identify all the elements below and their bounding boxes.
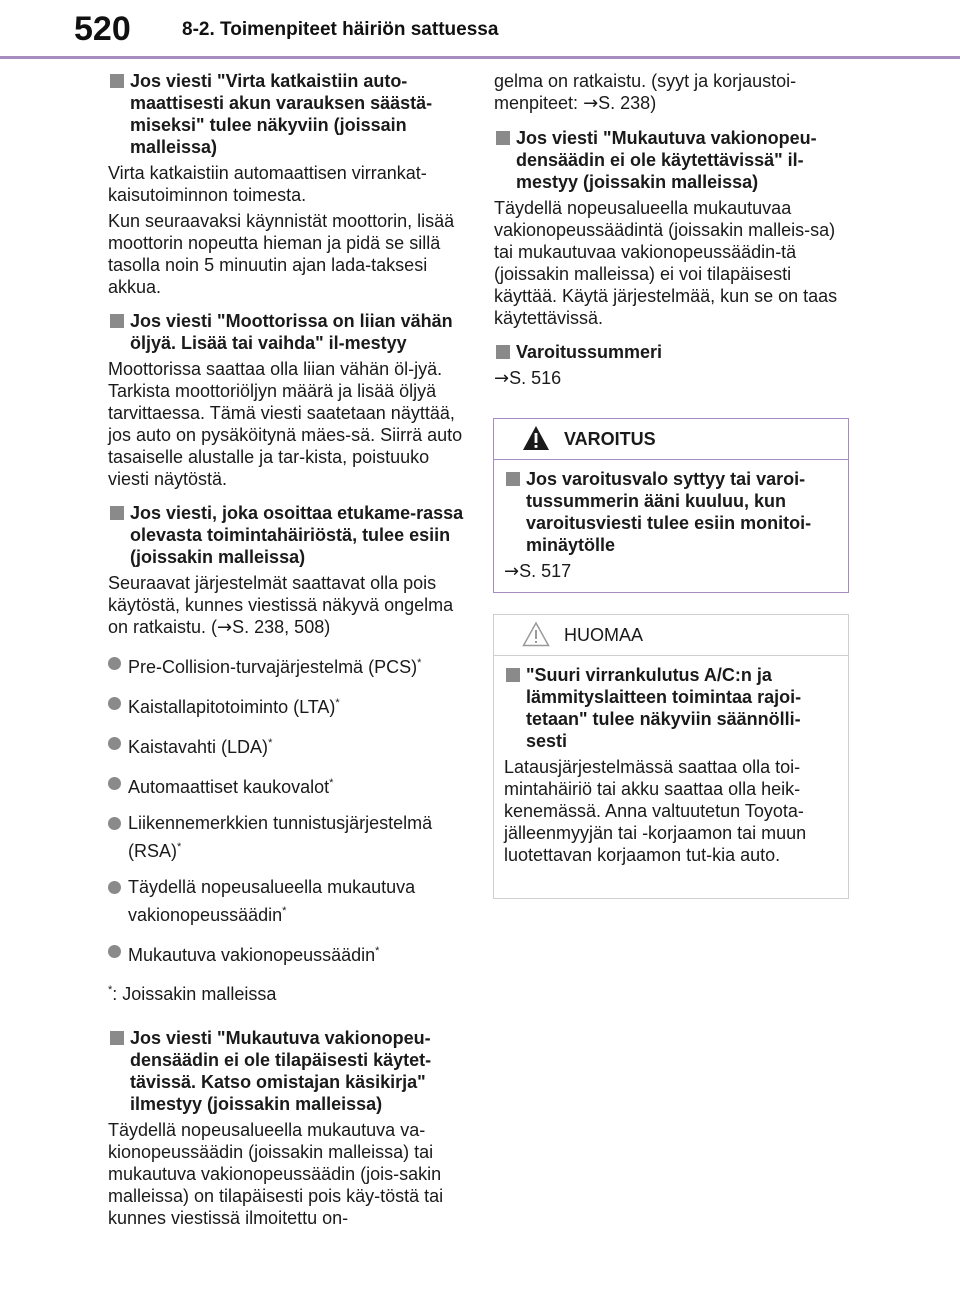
heading-acc-temporarily: Jos viesti "Mukautuva vakionopeu-densäädin ei ole tilapäisesti käytet-tävissä. Katso omistajan käsikirja" ilmestyy (joissakin malleissa) (108, 1027, 464, 1115)
list-item: Mukautuva vakionopeussäädin* (108, 939, 464, 967)
bullet-dot-icon (108, 657, 121, 670)
warning-title: VAROITUS (564, 429, 656, 449)
heading-warning-buzzer: Varoitussummeri (494, 341, 850, 363)
note-heading: "Suuri virrankulutus A/C:n ja lämmityslaitteen toimintaa rajoi-tetaan" tulee näkyviin säännölli-sesti (504, 664, 838, 752)
caution-triangle-icon (522, 621, 550, 647)
square-bullet-icon (506, 472, 520, 486)
list-item: Täydellä nopeusalueella mukautuva vakionopeussäädin* (108, 875, 464, 927)
paragraph: Virta katkaistiin automaattisen virrankat-kaisutoiminnon toimesta. (108, 163, 427, 205)
page-reference: →S. 517 (504, 561, 572, 582)
warning-triangle-icon (522, 425, 550, 451)
list-item: Kaistavahti (LDA)* (108, 731, 464, 759)
heading-acc-unavailable: Jos viesti "Mukautuva vakionopeu-densäädin ei ole käytettävissä" il-mestyy (joissakin malleissa) (494, 127, 850, 193)
arrow-icon: → (583, 93, 599, 114)
header-rule (0, 56, 960, 59)
square-bullet-icon (110, 1031, 124, 1045)
section-title: 8-2. Toimenpiteet häiriön sattuessa (182, 19, 499, 40)
heading-battery-saver: Jos viesti "Virta katkaistiin auto-maattisesti akun varauksen säästä-miseksi" tulee näkyviin (joissain malleissa) (108, 70, 464, 158)
bullet-dot-icon (108, 881, 121, 894)
arrow-icon: → (217, 617, 233, 638)
note-box-header (494, 615, 848, 656)
warning-box (493, 418, 849, 593)
bullet-dot-icon (108, 737, 121, 750)
square-bullet-icon (110, 314, 124, 328)
left-column (108, 70, 464, 1241)
warning-heading: Jos varoitusvalo syttyy tai varoi-tussummerin ääni kuuluu, kun varoitusviesti tulee esiin monitoi-minäytölle (504, 468, 838, 556)
arrow-icon: → (504, 561, 520, 582)
arrow-icon: → (494, 368, 510, 389)
square-bullet-icon (110, 506, 124, 520)
note-box (493, 614, 849, 899)
warning-box-header (494, 419, 848, 460)
heading-front-camera: Jos viesti, joka osoittaa etukame-rassa olevasta toimintahäiriöstä, tulee esiin (joissakin malleissa) (108, 502, 464, 568)
note-title: HUOMAA (564, 625, 644, 645)
list-item: Automaattiset kaukovalot* (108, 771, 464, 799)
paragraph: Täydellä nopeusalueella mukautuvaa vakionopeussäädintä (joissakin malleis-sa) tai mukautuvaa vakionopeussäädin-tä (joissakin malleissa) ei voi tilapäisesti käyttää. Käytä järjestelmää, kun se on taas käytettävissä. (494, 198, 838, 328)
note-body: Latausjärjestelmässä saattaa olla toi-mintahäiriö tai akku saattaa olla heik-kenemässä. Anna valtuutetun Toyota-jälleenmyyjän tai -korjaamon tai muun luotettavan korjaamon tut-kia auto. (504, 757, 807, 865)
footnote: *: Joissakin malleissa (108, 984, 277, 1004)
square-bullet-icon (110, 74, 124, 88)
list-item: Liikennemerkkien tunnistusjärjestelmä (RSA)* (108, 811, 464, 863)
bullet-dot-icon (108, 945, 121, 958)
paragraph: Moottorissa saattaa olla liian vähän öl-jyä. Tarkista moottoriöljyn määrä ja lisää öljyä tarvittaessa. Tämä viesti saatetaan näyttää, jos auto on pysäköitynä mäes-sä. Siirrä auto tasaiselle alustalle ja tar-kista, poistuuko viesti näytöstä. (108, 359, 463, 489)
paragraph: Kun seuraavaksi käynnistät moottorin, lisää moottorin nopeutta hieman ja pidä se sillä tasolla noin 5 minuutin ajan lada-taksesi akkua. (108, 211, 455, 297)
list-item: Pre-Collision-turvajärjestelmä (PCS)* (108, 651, 464, 679)
paragraph: gelma on ratkaistu. (syyt ja korjaustoi-menpiteet: →S. 238) (494, 71, 797, 114)
page-header (0, 0, 960, 60)
bullet-dot-icon (108, 817, 121, 830)
bullet-dot-icon (108, 697, 121, 710)
list-item: Kaistallapitotoiminto (LTA)* (108, 691, 464, 719)
paragraph: Täydellä nopeusalueella mukautuva va-kionopeussäädin (joissakin malleissa) tai mukautuva vakionopeussäädin (jois-sakin malleissa) on tilapäisesti pois käy-töstä tai kunnes viestissä ilmoitettu on- (108, 1120, 444, 1228)
square-bullet-icon (496, 131, 510, 145)
square-bullet-icon (506, 668, 520, 682)
bullet-dot-icon (108, 777, 121, 790)
square-bullet-icon (496, 345, 510, 359)
page-reference: →S. 516 (494, 368, 562, 389)
heading-low-oil: Jos viesti "Moottorissa on liian vähän öljyä. Lisää tai vaihda" il-mestyy (108, 310, 464, 354)
page-number: 520 (74, 10, 131, 48)
right-column (494, 70, 850, 402)
paragraph: Seuraavat järjestelmät saattavat olla pois käytöstä, kunnes viestissä näkyvä ongelma on ratkaistu. (→S. 238, 508) (108, 573, 454, 638)
